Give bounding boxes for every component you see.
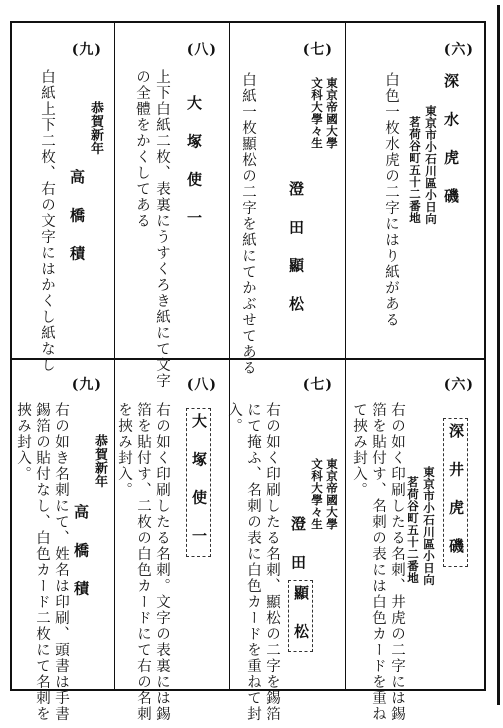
card-affiliation-line: 文科大學々生 [310, 458, 324, 530]
card-address-line: 東京市小石川區小日向 [422, 466, 436, 586]
description-line: 右の如く印刷したる名刺。文字の表裏には錫 [154, 402, 170, 722]
card-name: 大 塚 使 一 [185, 95, 203, 234]
page-edge [497, 5, 500, 705]
entry-number: (七) [302, 377, 333, 393]
description-line: 箔を貼付す、二枚の白色カードにて右の名刺 [135, 402, 151, 722]
description-line: 右の如く印刷したる名刺、井虎の二字には錫 [389, 402, 405, 722]
description-line: にて掩ふ、名刺の表に白色カードを重ねて封 [245, 402, 261, 722]
entry-number: (六) [443, 377, 474, 393]
cell-top-7 [229, 23, 345, 376]
entry-number: (九) [71, 42, 102, 58]
card-name-box: 深 井 虎 磯 [443, 418, 468, 567]
entry-number: (九) [71, 377, 102, 393]
description-line: 箔を貼付す、名刺の表には白色カードを重ね [370, 402, 386, 722]
table-frame [10, 21, 486, 722]
cell-bottom-9 [12, 358, 114, 722]
card-name: 澄 田 顯 松 [287, 181, 305, 320]
description-line: を挾み封入。 [116, 402, 132, 498]
description-line: 右の如く印刷したる名刺、顯松の二字を錫箔 [264, 402, 280, 722]
entry-number: (七) [302, 42, 333, 58]
description-line: 白紙上下二枚、右の文字にはかくし紙なし [39, 69, 55, 373]
entry-number: (八) [186, 377, 217, 393]
card-name: 高 橋 積 [72, 504, 90, 605]
card-address-line: 茗荷谷町五十二番地 [408, 116, 422, 224]
card-address-line: 東京市小石川區小日向 [424, 105, 438, 225]
description-line: 入。 [226, 402, 242, 434]
cell-bottom-7 [226, 358, 345, 722]
entry-number: (六) [443, 42, 474, 58]
cell-top-8 [114, 23, 229, 389]
entry-number: (八) [186, 42, 217, 58]
card-affiliation-line: 東京帝國大學 [325, 458, 339, 530]
card-name: 高 橋 積 [68, 169, 86, 270]
description-line: 錫箔の貼付なし、白色カード二枚にて名刺を [34, 402, 50, 722]
card-address-line: 茗荷谷町五十二番地 [406, 476, 420, 584]
cell-top-9 [12, 23, 114, 373]
cell-top-6 [345, 23, 486, 358]
card-greeting: 恭賀新年 [92, 434, 107, 488]
card-name-box: 顯 松 [288, 580, 313, 652]
card-name-box: 大 塚 使 一 [186, 408, 211, 557]
description-line: 挾み封入。 [15, 402, 31, 482]
description-line: 右の如き名刺にて、姓名は印刷、頭書は手書 [53, 402, 69, 722]
card-affiliation-line: 東京帝國大學 [325, 77, 339, 149]
description-line: 白色一枚水虎の二字にはり紙がある [383, 72, 399, 328]
description-line: て挾み封入。 [351, 402, 367, 498]
card-greeting: 恭賀新年 [88, 101, 103, 155]
card-name: 深 水 虎 磯 [442, 73, 460, 212]
description-line: 上下白紙二枚、表裏にうすくろき紙にて文字 [154, 69, 170, 389]
description-line: 白紙一枚顯松の二字を紙にてかぶせてある [240, 72, 256, 376]
description-line: の全體をかくしてある [134, 69, 150, 229]
cell-bottom-8 [114, 358, 229, 722]
card-affiliation-line: 文科大學々生 [310, 77, 324, 149]
cell-bottom-6 [345, 358, 486, 722]
card-name-part: 澄 田 [289, 516, 307, 579]
